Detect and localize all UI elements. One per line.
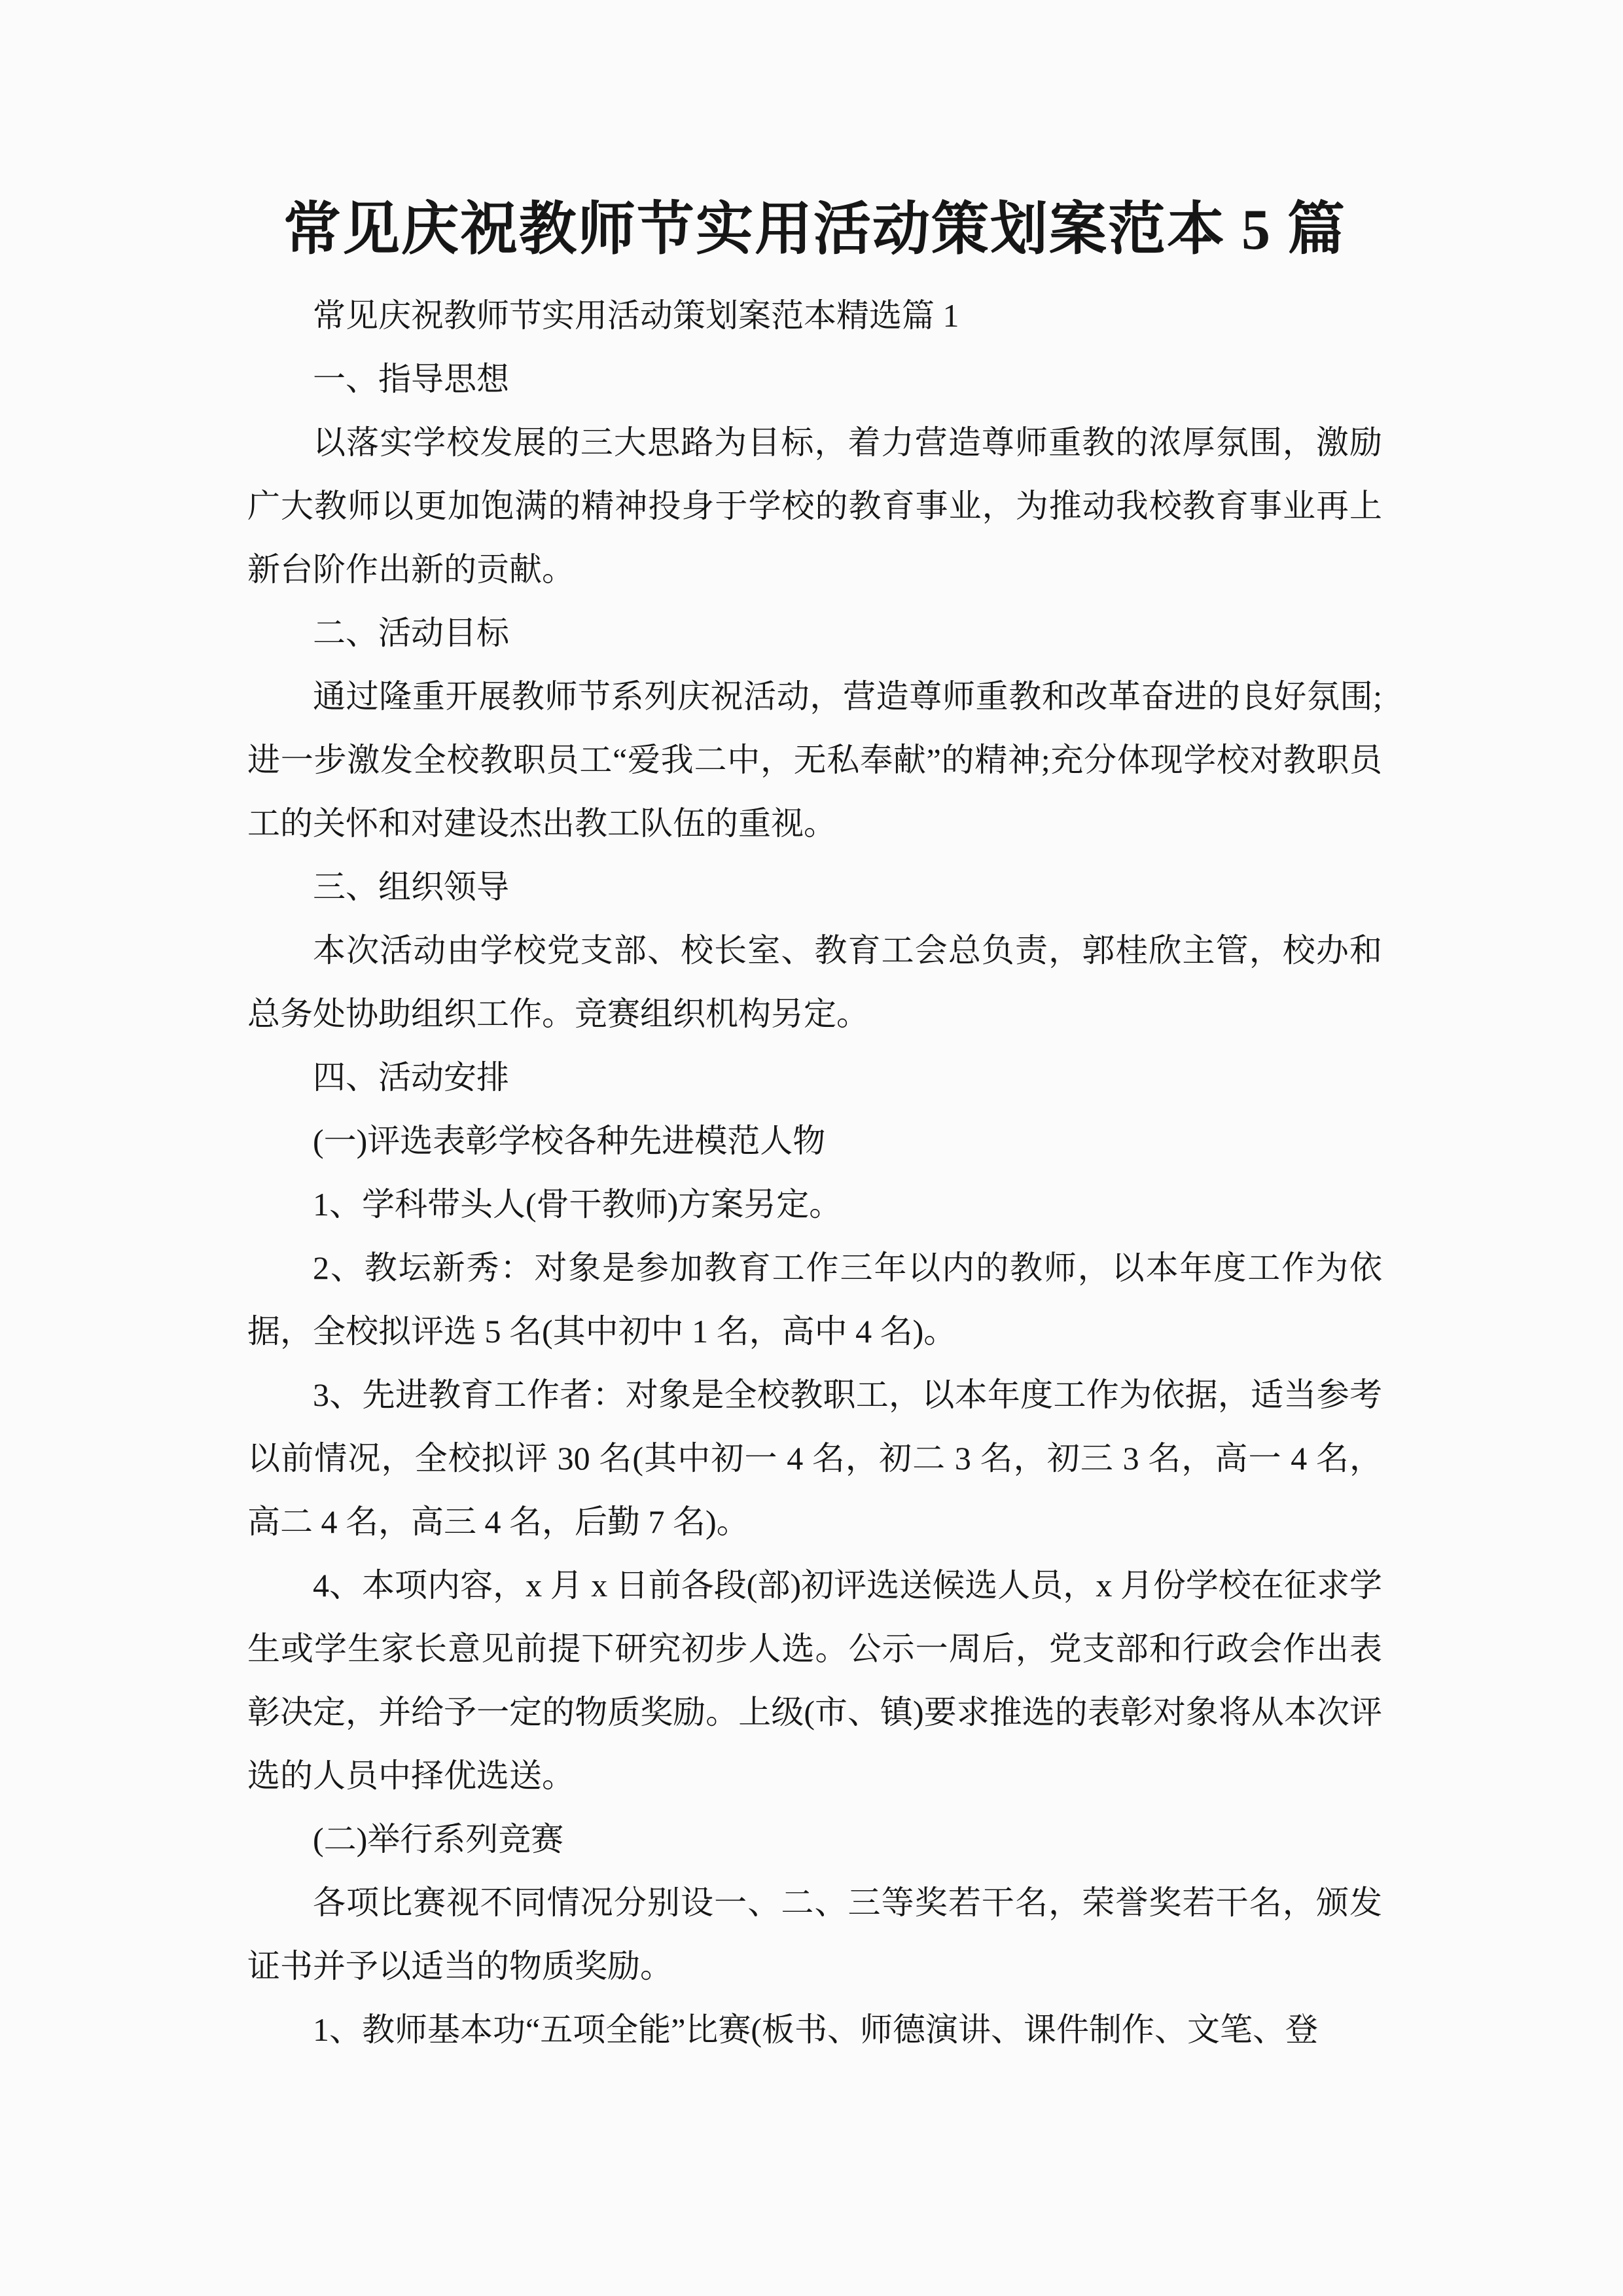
section-heading-3: 三、组织领导 — [313, 869, 509, 905]
paragraph: 本次活动由学校党支部、校长室、教育工会总负责，郭桂欣主管，校办和总务处协助组织工作。竞赛组织机构另定。 — [247, 932, 1382, 1032]
document-body — [247, 194, 1382, 2062]
subsection-heading: (二)举行系列竞赛 — [313, 1821, 564, 1857]
paragraph: 各项比赛视不同情况分别设一、二、三等奖若干名，荣誉奖若干名，颁发证书并予以适当的物质奖励。 — [247, 1884, 1382, 1984]
document-title: 常见庆祝教师节实用活动策划案范本 5 篇 — [283, 198, 1346, 262]
list-item: 1、学科带头人(骨干教师)方案另定。 — [313, 1186, 842, 1223]
list-item: 2、教坛新秀：对象是参加教育工作三年以内的教师，以本年度工作为依据，全校拟评选 5 名(其中初中 1 名，高中 4 名)。 — [247, 1249, 1382, 1350]
list-item: 3、先进教育工作者：对象是全校教职工，以本年度工作为依据，适当参考以前情况，全校拟评 30 名(其中初一 4 名，初二 3 名，初三 3 名，高一 4 名，高二 4 名，高三 4 名，后勤 7 名)。 — [247, 1376, 1382, 1540]
section-heading-4: 四、活动安排 — [313, 1059, 509, 1096]
section-heading-1: 一、指导思想 — [313, 361, 509, 397]
subsection-heading: (一)评选表彰学校各种先进模范人物 — [313, 1122, 826, 1159]
list-item: 1、教师基本功“五项全能”比赛(板书、师德演讲、课件制作、文笔、登 — [313, 2011, 1319, 2048]
paragraph: 通过隆重开展教师节系列庆祝活动，营造尊师重教和改革奋进的良好氛围;进一步激发全校教职员工“爱我二中，无私奉献”的精神;充分体现学校对教职员工的关怀和对建设杰出教工队伍的重视。 — [247, 678, 1382, 842]
paragraph: 以落实学校发展的三大思路为目标，着力营造尊师重教的浓厚氛围，激励广大教师以更加饱满的精神投身于学校的教育事业，为推动我校教育事业再上新台阶作出新的贡献。 — [247, 424, 1382, 588]
section-heading-2: 二、活动目标 — [313, 615, 509, 651]
list-item: 4、本项内容，x 月 x 日前各段(部)初评选送候选人员，x 月份学校在征求学生或学生家长意见前提下研究初步人选。公示一周后，党支部和行政会作出表彰决定，并给予一定的物质奖励。上级(市、镇)要求推选的表彰对象将从本次评选的人员中择优选送。 — [247, 1567, 1382, 1794]
document-subtitle: 常见庆祝教师节实用活动策划案范本精选篇 1 — [313, 297, 959, 334]
